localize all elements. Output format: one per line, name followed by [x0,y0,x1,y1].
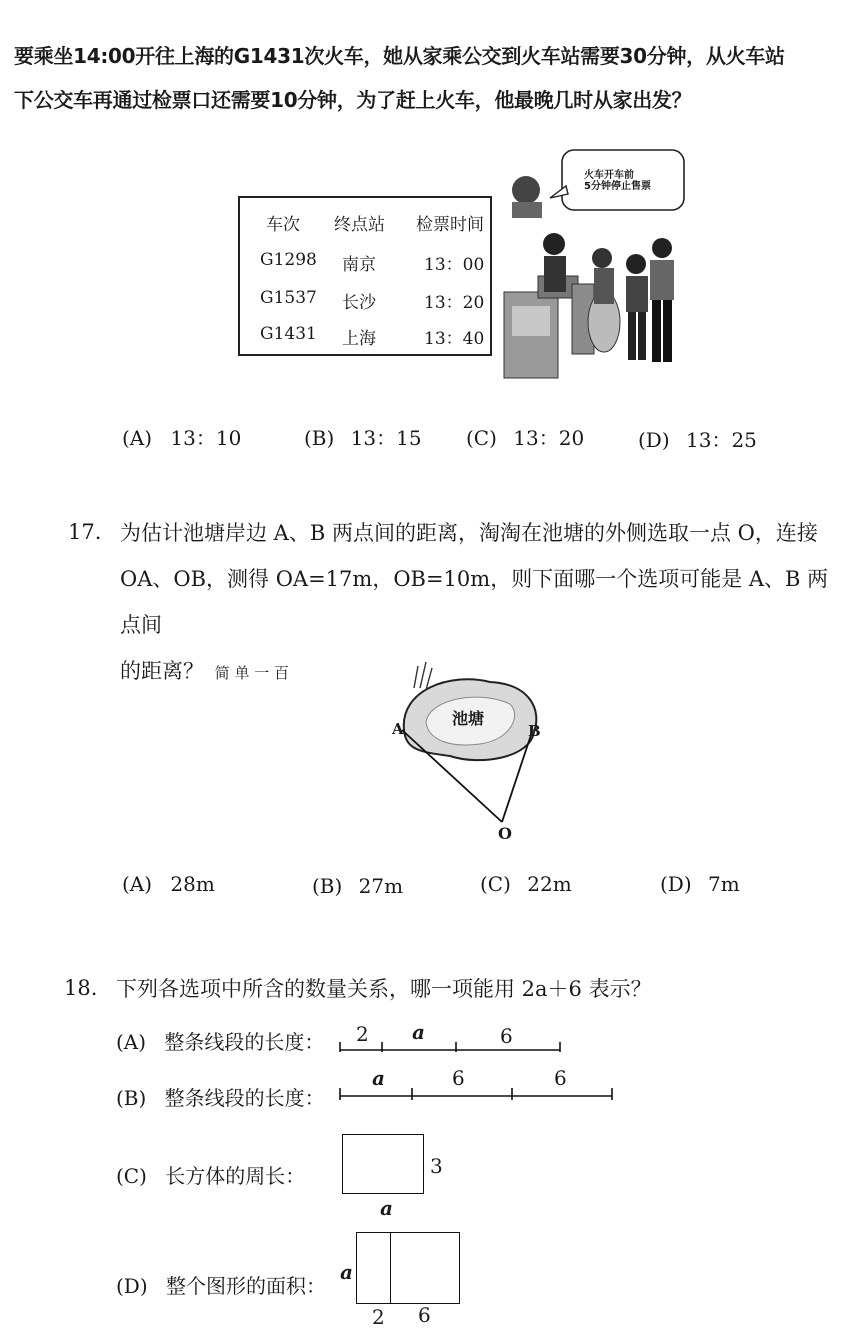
q17-number: 17. [68,520,102,544]
option-label: (C) [466,426,497,450]
q16-option-d[interactable] [638,424,757,453]
train-timetable [238,196,492,356]
q17-line-2: OA、OB，测得 OA=17m，OB=10m，则下面哪一个选项可能是 A、B 两点间 [120,567,829,637]
seg-a-label-3: 6 [500,1024,513,1048]
point-o-label: O [498,824,512,843]
q18-option-c[interactable] [116,1160,305,1189]
q18-stem: 下列各选项中所含的数量关系，哪一项能用 2a＋6 表示？ [116,977,652,1001]
rectangle-d [356,1232,460,1304]
rect-c-bottom-label: a [380,1196,393,1220]
speech-bubble-text [584,170,651,192]
cell-terminal: 上海 [342,329,376,349]
rect-d-side-label: a [340,1260,353,1284]
q17-note: 简 单 一 百 [214,664,289,682]
option-label: (D) [660,872,692,896]
cell-terminal: 长沙 [342,293,376,313]
q16-option-b[interactable] [304,422,422,451]
option-label: (B) [312,874,343,898]
q17-line-1: 为估计池塘岸边 A、B 两点间的距离，淘淘在池塘的外侧选取一点 O，连接 [120,521,818,545]
cell-train: G1298 [260,250,317,270]
q18-option-d[interactable] [116,1270,326,1299]
q16-option-c[interactable] [466,422,584,451]
header-terminal: 终点站 [334,215,385,235]
option-label: (C) [116,1164,147,1188]
option-text: 22m [527,872,572,896]
q17-option-a[interactable] [122,872,215,896]
point-b-label: B [528,722,541,740]
option-label: (B) [304,426,335,450]
seg-b-label-3: 6 [554,1066,567,1090]
pond-figure [390,660,550,850]
point-a-label: A [392,720,404,738]
q16-option-a[interactable] [122,422,241,451]
seg-b-label-1: a [372,1066,385,1090]
option-text: 13：25 [686,428,757,452]
rect-d-bottom-label-1: 2 [372,1305,385,1329]
option-label: (A) [122,872,153,896]
option-text: 7m [708,872,740,896]
option-label: (A) [122,426,153,450]
seg-b-label-2: 6 [452,1066,465,1090]
option-text: 28m [170,872,215,896]
option-text: 整条线段的长度： [164,1086,325,1110]
option-text: 27m [358,874,404,898]
intro-line-1: 要乘坐14:00开往上海的G1431次火车，她从家乘公交到火车站需要30分钟，从火车站 [14,44,785,68]
q18-option-b[interactable] [116,1082,325,1111]
q18-option-a[interactable] [116,1026,324,1055]
seg-a-label-2: a [412,1020,425,1044]
rectangle-c [342,1134,424,1194]
option-text: 整个图形的面积： [166,1274,326,1298]
q17-option-b[interactable] [312,874,403,898]
intro-line-2: 下公交车再通过检票口还需要10分钟，为了赶上火车，他最晚几时从家出发？ [14,88,692,112]
header-train: 车次 [266,215,300,235]
option-text: 整条线段的长度： [164,1030,325,1054]
q17-option-c[interactable] [480,872,572,896]
cell-time: 13：00 [424,255,485,275]
option-text: 长方体的周长： [165,1164,306,1188]
q18-number: 18. [64,976,98,1000]
option-label: (C) [480,872,511,896]
speech-line-2: 5分钟停止售票 [584,181,651,192]
option-label: (D) [638,428,670,452]
pond-label: 池塘 [452,709,485,728]
seg-a-label-1: 2 [356,1022,369,1046]
option-text: 13：20 [513,426,585,450]
q17-line-3-text: 的距离？ [120,659,204,683]
cell-time: 13：20 [424,293,485,313]
cell-train: G1431 [260,324,317,344]
rectangle-d-divider [390,1232,391,1304]
cell-train: G1537 [260,288,317,308]
rect-c-side-label: 3 [430,1154,443,1178]
rect-d-bottom-label-2: 6 [418,1303,431,1327]
problem-intro [14,34,838,122]
option-label: (B) [116,1086,147,1110]
option-label: (A) [116,1030,147,1054]
cell-terminal: 南京 [342,255,376,275]
option-text: 13：15 [350,426,422,450]
speech-line-1: 火车开车前 [584,170,634,181]
q17-option-d[interactable] [660,872,740,896]
option-text: 13：10 [170,426,242,450]
option-label: (D) [116,1274,148,1298]
header-checkin: 检票时间 [416,215,484,235]
segment-a-diagram [336,1022,568,1058]
cell-time: 13：40 [424,329,485,349]
